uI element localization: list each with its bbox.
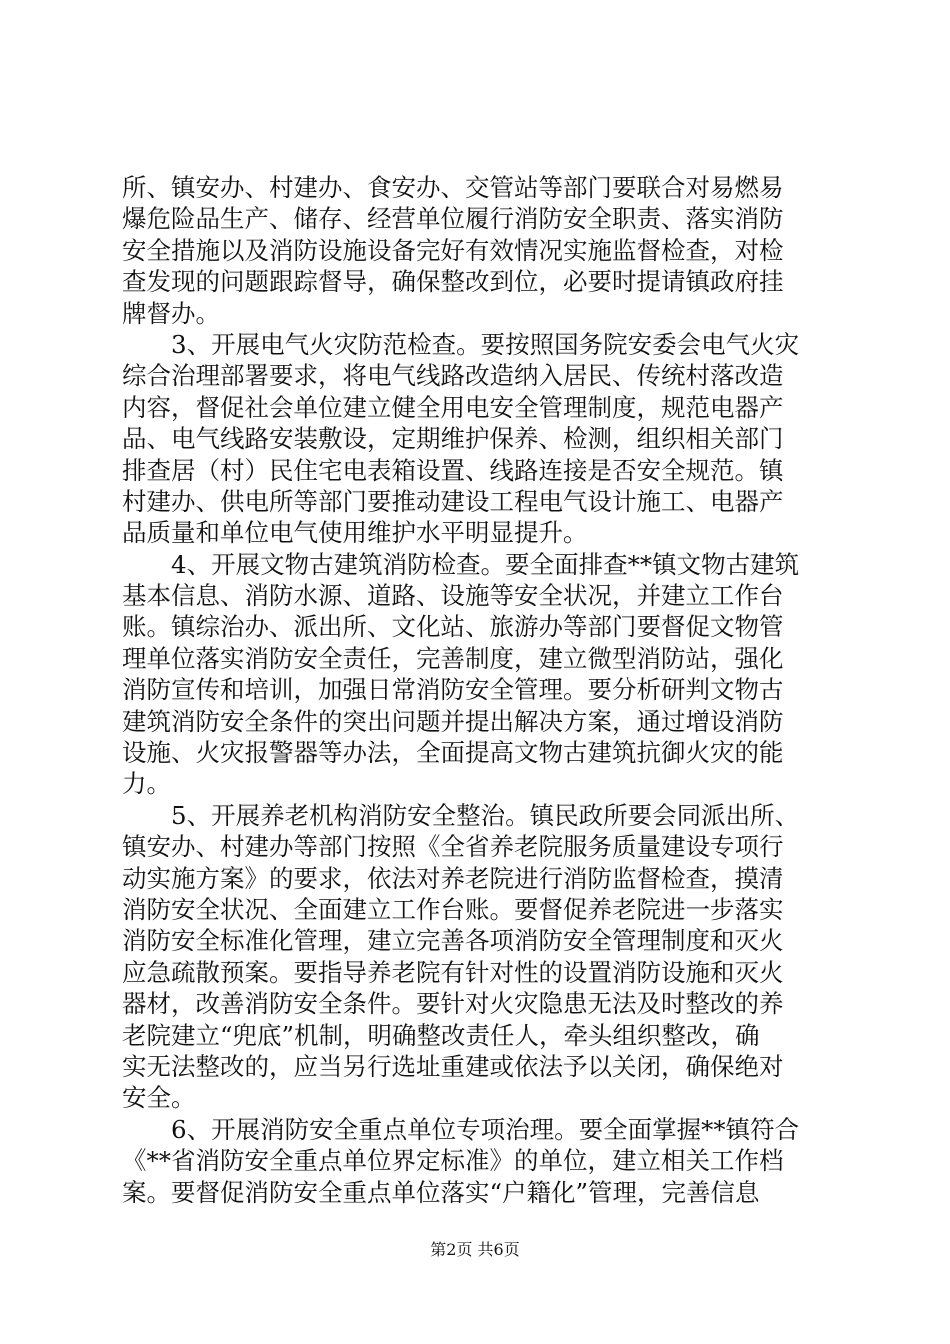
text-line: 6、开展消防安全重点单位专项治理。要全面掌握**镇符合 xyxy=(122,1114,800,1144)
text-line: 品、电气线路安装敷设，定期维护保养、检测，组织相关部门 xyxy=(122,424,784,454)
text-line: 牌督办。 xyxy=(122,298,220,328)
text-line: 消防安全状况、全面建立工作台账。要督促养老院进一步落实 xyxy=(122,894,784,924)
text-line: 5、开展养老机构消防安全整治。镇民政所要会同派出所、 xyxy=(122,800,800,830)
body-text xyxy=(122,172,834,1208)
text-line: 案。要督促消防安全重点单位落实“户籍化”管理，完善信息 xyxy=(122,1177,760,1207)
text-line: 排查居（村）民住宅电表箱设置、线路连接是否安全规范。镇 xyxy=(122,455,784,485)
text-line: 设施、火灾报警器等办法，全面提高文物古建筑抗御火灾的能 xyxy=(122,738,784,768)
page-number-footer: 第2页 共6页 xyxy=(430,1240,520,1259)
text-line: 老院建立“兜底”机制，明确整改责任人，牵头组织整改，确 xyxy=(122,1020,760,1050)
text-line: 查发现的问题跟踪督导，确保整改到位，必要时提请镇政府挂 xyxy=(122,267,784,297)
text-line: 理单位落实消防安全责任，完善制度，建立微型消防站，强化 xyxy=(122,643,784,673)
text-line: 安全。 xyxy=(122,1083,196,1113)
text-line: 建筑消防安全条件的突出问题并提出解决方案，通过增设消防 xyxy=(122,706,784,736)
text-line: 内容，督促社会单位建立健全用电安全管理制度，规范电器产 xyxy=(122,392,784,422)
text-line: 动实施方案》的要求，依法对养老院进行消防监督检查，摸清 xyxy=(122,863,784,893)
text-line: 账。镇综治办、派出所、文化站、旅游办等部门要督促文物管 xyxy=(122,612,784,642)
text-line: 《**省消防安全重点单位界定标准》的单位，建立相关工作档 xyxy=(122,1146,784,1176)
text-line: 安全措施以及消防设施设备完好有效情况实施监督检查，对检 xyxy=(122,235,784,265)
text-line: 所、镇安办、村建办、食安办、交管站等部门要联合对易燃易 xyxy=(122,173,784,202)
text-line: 应急疏散预案。要指导养老院有针对性的设置消防设施和灭火 xyxy=(122,957,784,987)
text-line: 消防宣传和培训，加强日常消防安全管理。要分析研判文物古 xyxy=(122,675,784,705)
text-line: 镇安办、村建办等部门按照《全省养老院服务质量建设专项行 xyxy=(122,832,784,862)
text-line: 基本信息、消防水源、道路、设施等安全状况，并建立工作台 xyxy=(122,581,784,611)
text-line: 爆危险品生产、储存、经营单位履行消防安全职责、落实消防 xyxy=(122,204,784,234)
text-line: 品质量和单位电气使用维护水平明显提升。 xyxy=(122,518,588,548)
text-line: 4、开展文物古建筑消防检查。要全面排查**镇文物古建筑 xyxy=(122,549,800,579)
text-line: 村建办、供电所等部门要推动建设工程电气设计施工、电器产 xyxy=(122,486,784,516)
text-line: 3、开展电气火灾防范检查。要按照国务院安委会电气火灾 xyxy=(122,329,800,359)
text-line: 实无法整改的，应当另行选址重建或依法予以关闭，确保绝对 xyxy=(122,1051,784,1081)
text-line: 消防安全标准化管理，建立完善各项消防安全管理制度和灭火 xyxy=(122,926,784,956)
text-line: 器材，改善消防安全条件。要针对火灾隐患无法及时整改的养 xyxy=(122,989,784,1019)
text-line: 综合治理部署要求，将电气线路改造纳入居民、传统村落改造 xyxy=(122,361,784,391)
text-line: 力。 xyxy=(122,769,171,799)
